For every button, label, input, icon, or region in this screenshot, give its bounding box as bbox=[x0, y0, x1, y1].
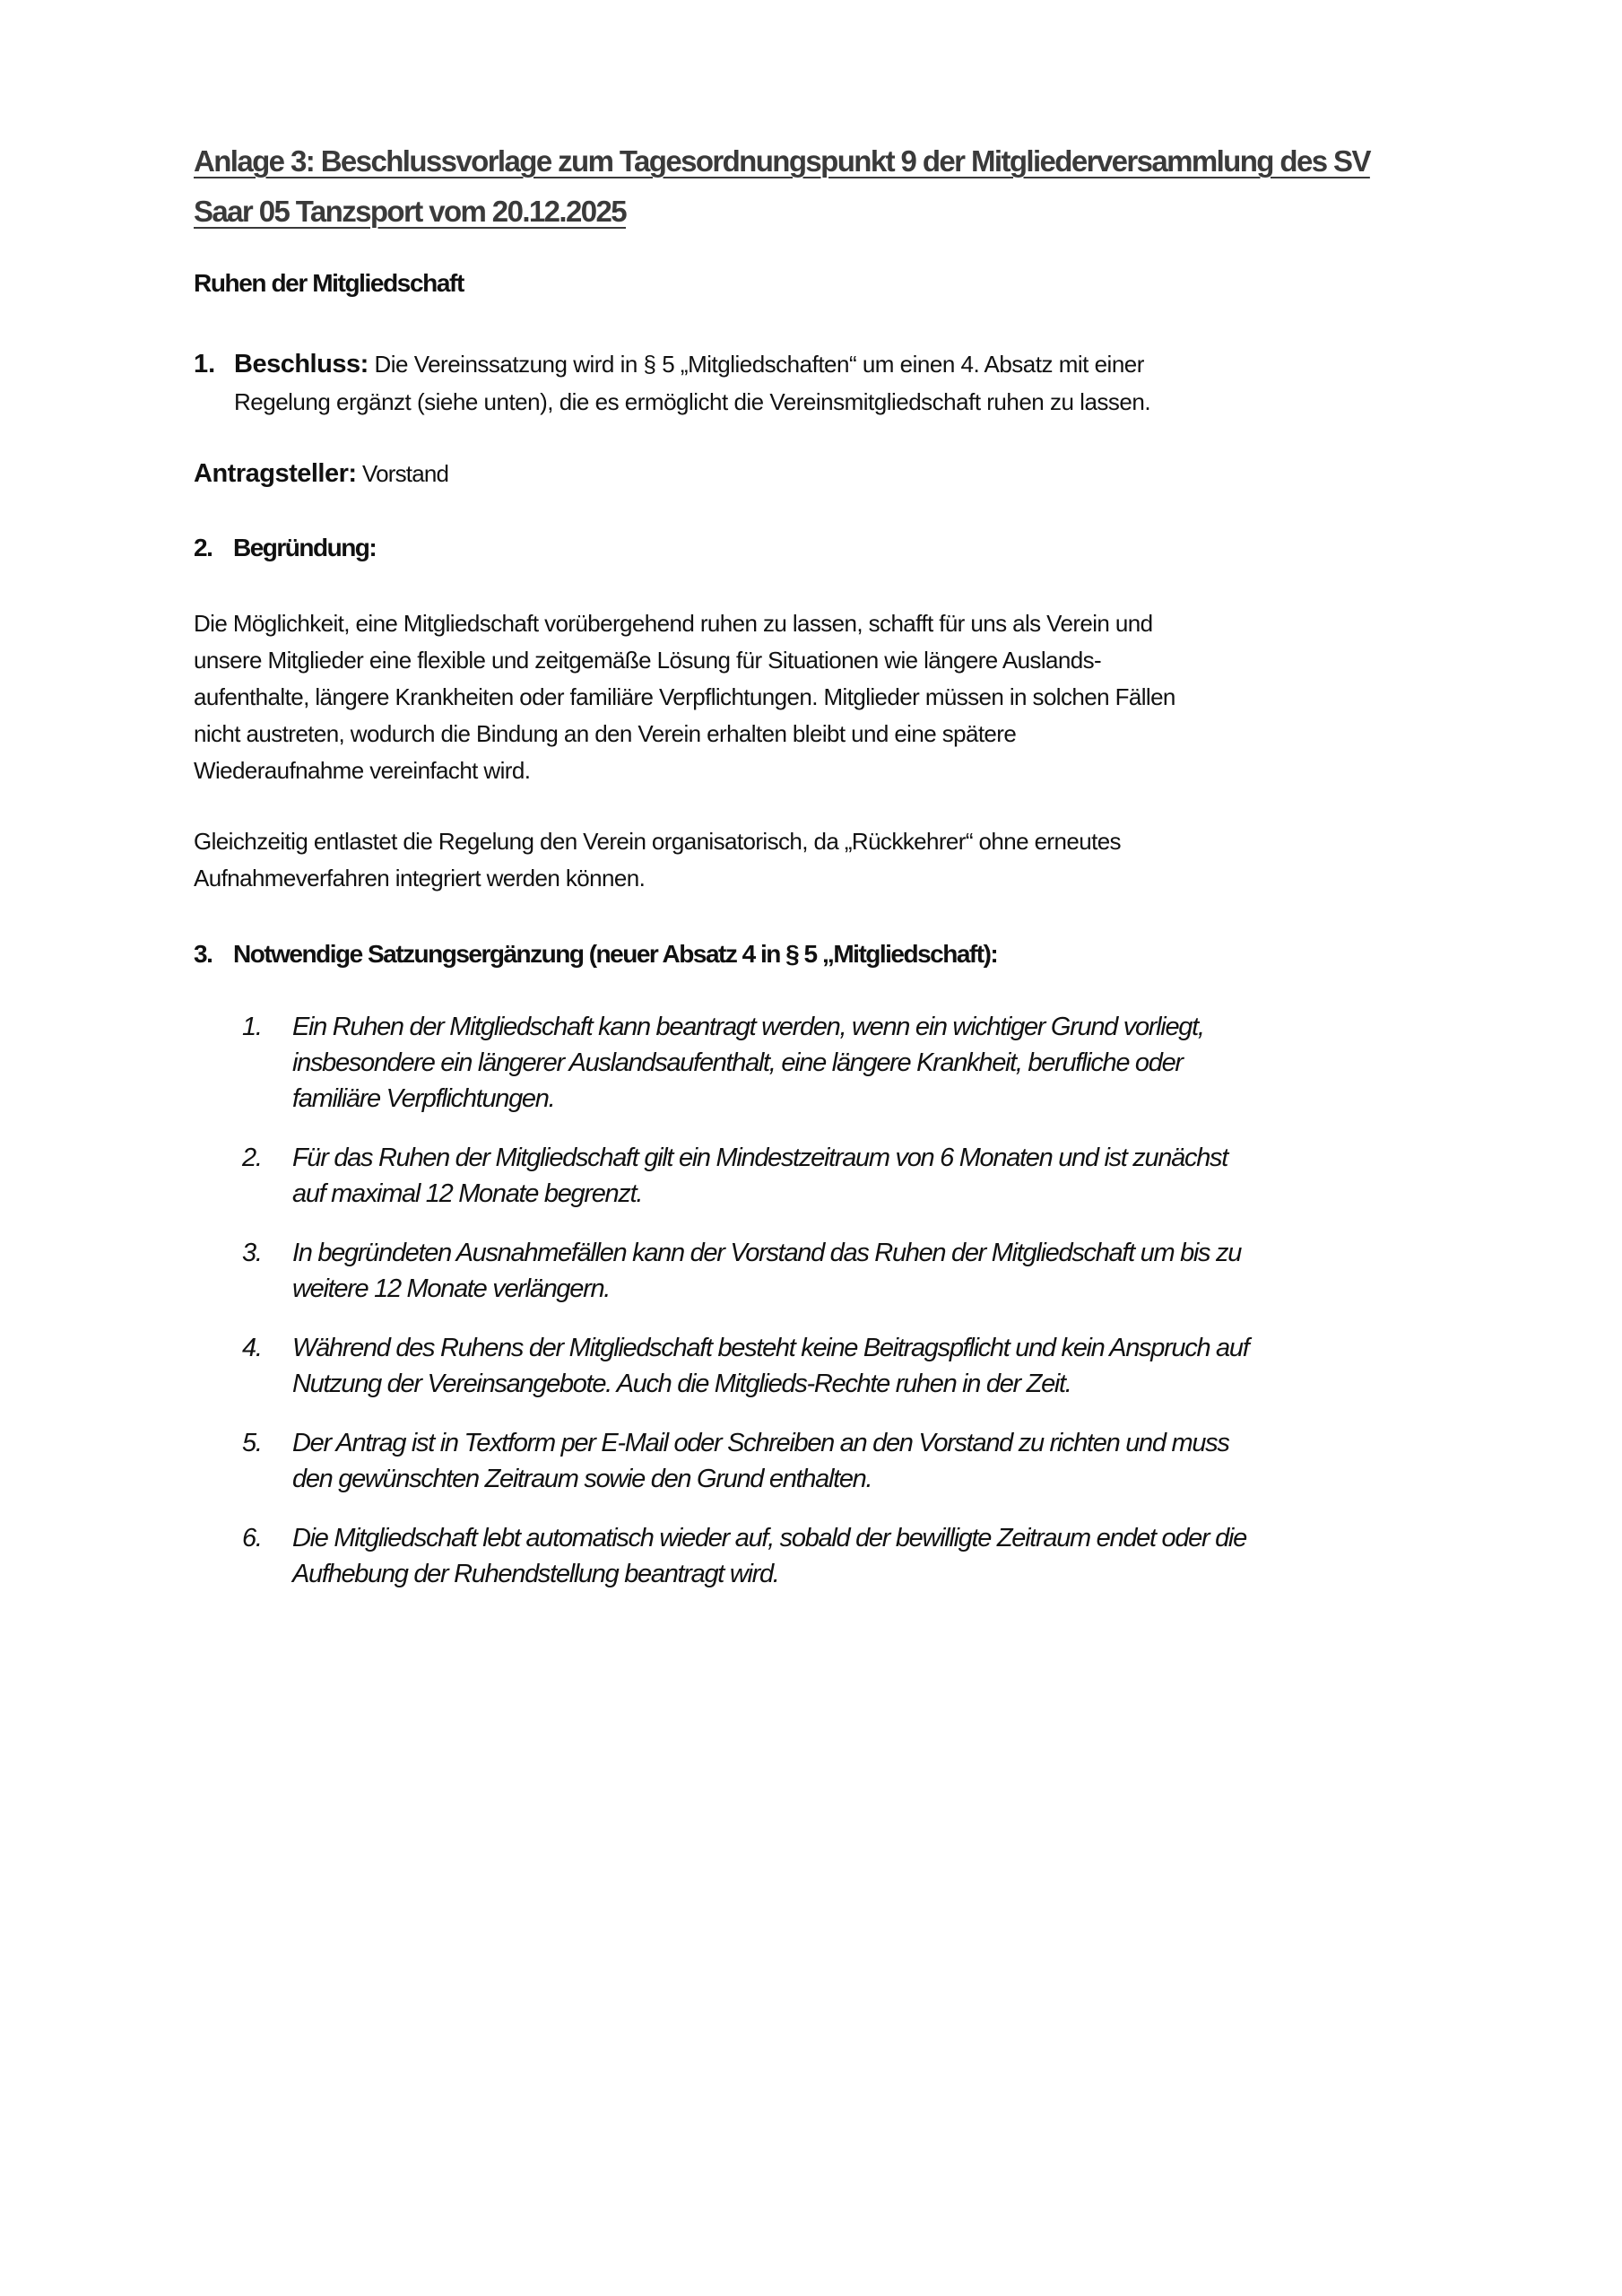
paragraph-line: nicht austreten, wodurch die Bindung an den Verein erhalten bleibt und eine spätere bbox=[194, 720, 1017, 747]
rule-line: familiäre Verpflichtungen. bbox=[292, 1084, 555, 1113]
paragraph-line: Gleichzeitig entlastet die Regelung den Verein organisatorisch, da „Rückkehrer“ ohne erneutes bbox=[194, 828, 1121, 855]
paragraph-line: aufenthalte, längere Krankheiten oder familiäre Verpflichtungen. Mitglieder müssen in solchen Fällen bbox=[194, 683, 1175, 710]
rule-line: den gewünschten Zeitraum sowie den Grund enthalten. bbox=[292, 1465, 872, 1493]
rule-item bbox=[242, 1330, 1462, 1402]
paragraph-line: unsere Mitglieder eine flexible und zeitgemäße Lösung für Situationen wie längere Auslands- bbox=[194, 647, 1102, 674]
rule-line: weitere 12 Monate verlängern. bbox=[292, 1274, 611, 1303]
document-subheading: Ruhen der Mitgliedschaft bbox=[194, 269, 464, 297]
resolution-number: 1. bbox=[194, 350, 216, 378]
rule-item bbox=[242, 1140, 1462, 1212]
paragraph-line: Wiederaufnahme vereinfacht wird. bbox=[194, 757, 531, 784]
section-title: Notwendige Satzungsergänzung (neuer Absatz 4 in § 5 „Mitgliedschaft): bbox=[233, 940, 998, 968]
rule-line: Der Antrag ist in Textform per E-Mail oder Schreiben an den Vorstand zu richten und muss bbox=[292, 1429, 1229, 1457]
rule-line: In begründeten Ausnahmefällen kann der Vorstand das Ruhen der Mitgliedschaft um bis zu bbox=[292, 1239, 1242, 1267]
rule-number: 3. bbox=[242, 1239, 262, 1267]
rule-line: Für das Ruhen der Mitgliedschaft gilt ein Mindestzeitraum von 6 Monaten und ist zunächst bbox=[292, 1144, 1227, 1172]
reasoning-paragraph bbox=[194, 605, 1449, 789]
resolution-text: Die Vereinssatzung wird in § 5 „Mitgliedschaften“ um einen 4. Absatz mit einer bbox=[368, 351, 1144, 378]
rule-line: Die Mitgliedschaft lebt automatisch wieder auf, sobald der bewilligte Zeitraum endet oder die bbox=[292, 1524, 1246, 1552]
rule-line: auf maximal 12 Monate begrenzt. bbox=[292, 1179, 643, 1208]
document-title bbox=[194, 136, 1449, 237]
rule-line: Aufhebung der Ruhendstellung beantragt wird. bbox=[292, 1560, 779, 1588]
applicant-value: Vorstand bbox=[356, 460, 449, 487]
applicant-label: Antragsteller: bbox=[194, 459, 357, 488]
rule-item bbox=[242, 1009, 1462, 1117]
section-number: 3. bbox=[194, 940, 213, 968]
rule-number: 4. bbox=[242, 1334, 262, 1362]
section-title: Begründung: bbox=[233, 534, 377, 561]
paragraph-line: Die Möglichkeit, eine Mitgliedschaft vorübergehend ruhen zu lassen, schafft für uns als Verein und bbox=[194, 610, 1153, 637]
resolution-text-line2: Regelung ergänzt (siehe unten), die es ermöglicht die Vereinsmitgliedschaft ruhen zu lassen. bbox=[234, 388, 1151, 415]
applicant-line bbox=[194, 459, 448, 489]
resolution-body bbox=[234, 345, 1449, 421]
title-line: Anlage 3: Beschlussvorlage zum Tagesordnungspunkt 9 der Mitgliederversammlung des SV bbox=[194, 144, 1370, 178]
section-heading-reasoning bbox=[194, 534, 376, 562]
paragraph-line: Aufnahmeverfahren integriert werden können. bbox=[194, 865, 646, 891]
section-number: 2. bbox=[194, 534, 213, 561]
rule-number: 1. bbox=[242, 1013, 262, 1041]
resolution-item bbox=[194, 345, 1449, 421]
section-heading-amendment bbox=[194, 940, 997, 969]
rule-number: 5. bbox=[242, 1429, 262, 1457]
amendment-rules-list bbox=[242, 1009, 1462, 1615]
rule-number: 6. bbox=[242, 1524, 262, 1552]
rule-line: Nutzung der Vereinsangebote. Auch die Mitglieds-Rechte ruhen in der Zeit. bbox=[292, 1370, 1071, 1398]
rule-line: Ein Ruhen der Mitgliedschaft kann beantragt werden, wenn ein wichtiger Grund vorliegt, bbox=[292, 1013, 1204, 1041]
rule-line: Während des Ruhens der Mitgliedschaft besteht keine Beitragspflicht und kein Anspruch auf bbox=[292, 1334, 1249, 1362]
title-line: Saar 05 Tanzsport vom 20.12.2025 bbox=[194, 195, 626, 228]
rule-item bbox=[242, 1235, 1462, 1307]
rule-number: 2. bbox=[242, 1144, 262, 1172]
rule-item bbox=[242, 1425, 1462, 1497]
reasoning-paragraph-2 bbox=[194, 823, 1449, 897]
rule-line: insbesondere ein längerer Auslandsaufenthalt, eine längere Krankheit, berufliche oder bbox=[292, 1048, 1183, 1077]
rule-item bbox=[242, 1520, 1462, 1592]
resolution-label: Beschluss: bbox=[234, 350, 369, 378]
